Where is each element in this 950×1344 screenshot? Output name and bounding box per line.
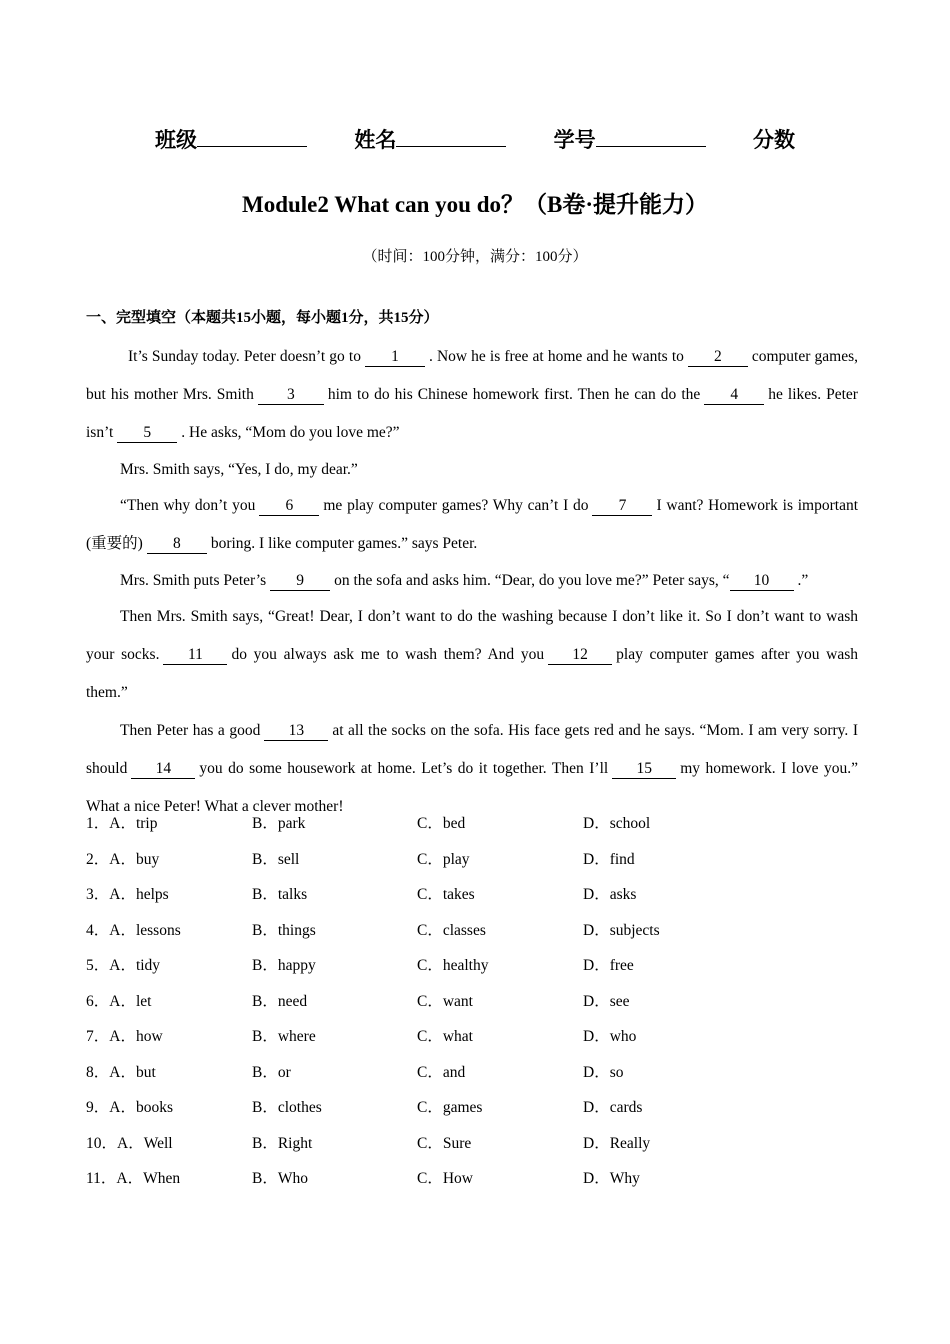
option-d: D．Why (583, 1170, 640, 1187)
passage-text: at all the socks on the sofa. His face gets red and he says. “Mom. I am very sorry. I should (86, 722, 858, 777)
name-blank-line (396, 128, 506, 147)
class-label: 班级 (155, 128, 198, 152)
score-label: 分数 (752, 128, 795, 152)
option-d: D．asks (583, 886, 637, 903)
passage-text: “Then why don’t you (120, 497, 256, 514)
question-row (86, 882, 866, 918)
question-row (86, 811, 866, 847)
blank-11: 11 (163, 646, 227, 665)
passage-paragraph-1 (86, 338, 858, 452)
option-d: D．find (583, 850, 635, 868)
blank-4: 4 (704, 386, 764, 405)
question-row (86, 1131, 866, 1167)
question-row (86, 953, 866, 989)
option-c: C．want (417, 992, 473, 1010)
passage-text: . He asks, “Mom do you love me?” (181, 424, 400, 441)
option-a: 1．A．trip (86, 815, 158, 832)
student-id-label: 学号 (553, 128, 596, 152)
passage-paragraph-2 (86, 452, 858, 487)
section-heading: 一、完型填空（本题共15小题，每小题1分，共15分） (86, 310, 439, 326)
class-field (155, 124, 307, 154)
blank-8: 8 (147, 535, 207, 554)
blank-13: 13 (264, 722, 328, 741)
question-row (86, 989, 866, 1025)
option-b: B．talks (252, 886, 308, 903)
option-c: C．takes (417, 886, 475, 903)
passage-text: It’s Sunday today. Peter doesn’t go to (128, 348, 361, 365)
option-b: B．need (252, 992, 308, 1010)
option-d: D．Really (583, 1134, 651, 1152)
passage-text: .” (797, 572, 809, 589)
option-a: 9．A．books (86, 1099, 173, 1116)
option-a: 3．A．helps (86, 886, 169, 903)
passage-text: Mrs. Smith puts Peter’s (120, 572, 267, 589)
option-b: B．Who (252, 1170, 308, 1187)
option-b: B．happy (252, 957, 316, 974)
passage-paragraph-4 (86, 563, 858, 598)
option-b: B．clothes (252, 1099, 322, 1116)
option-c: C．classes (417, 921, 486, 939)
blank-6: 6 (259, 497, 319, 516)
name-label: 姓名 (354, 128, 397, 152)
passage-paragraph-5 (86, 598, 858, 712)
option-a: 11．A．When (86, 1170, 181, 1187)
option-b: B．things (252, 921, 316, 939)
passage-text: on the sofa and asks him. “Dear, do you love me?” Peter says, “ (334, 572, 730, 589)
passage-text: Then Peter has a good (120, 722, 261, 739)
passage-text: play computer games after you wash them.” (86, 646, 859, 701)
question-row (86, 1166, 866, 1202)
option-c: C．How (417, 1170, 473, 1187)
question-row (86, 1060, 866, 1096)
option-c: C．healthy (417, 957, 489, 974)
option-a: 10．A．Well (86, 1134, 173, 1152)
option-d: D．see (583, 992, 630, 1010)
answer-options-list (86, 811, 866, 1202)
question-row (86, 1024, 866, 1060)
option-b: B．where (252, 1028, 316, 1045)
option-d: D．subjects (583, 921, 660, 939)
blank-14: 14 (131, 760, 195, 779)
option-c: C．Sure (417, 1134, 472, 1152)
name-field (354, 124, 506, 154)
passage-text: boring. I like computer games.” says Peter. (210, 535, 478, 552)
question-row (86, 847, 866, 883)
question-row (86, 1095, 866, 1131)
score-field (753, 124, 795, 154)
option-c: C．and (417, 1063, 466, 1081)
student-id-blank-line (596, 128, 706, 147)
option-d: D．who (583, 1028, 637, 1045)
option-b: B．park (252, 815, 306, 832)
blank-12: 12 (548, 646, 612, 665)
option-a: 6．A．let (86, 992, 152, 1010)
passage-text: you do some housework at home. Let’s do it together. Then I’ll (199, 760, 609, 777)
option-b: B．or (252, 1063, 291, 1081)
option-b: B．sell (252, 850, 300, 868)
passage-text: computer games, but his mother Mrs. Smith (86, 348, 858, 403)
passage-paragraph-6 (86, 712, 858, 826)
passage-text: do you always ask me to wash them? And you (231, 646, 545, 663)
blank-1: 1 (365, 348, 425, 367)
passage-paragraph-3 (86, 487, 858, 563)
passage-text: I want? Homework is important (重要的) (86, 497, 859, 552)
option-a: 5．A．tidy (86, 957, 161, 974)
blank-7: 7 (592, 497, 652, 516)
option-a: 4．A．lessons (86, 921, 181, 939)
option-c: C．games (417, 1099, 483, 1116)
passage-text: me play computer games? Why can’t I do (323, 497, 589, 514)
student-id-field (554, 124, 706, 154)
option-a: 8．A．but (86, 1063, 156, 1081)
option-d: D．free (583, 957, 634, 974)
option-b: B．Right (252, 1134, 313, 1152)
passage-text: my homework. I love you.” What a nice Peter! What a clever mother! (86, 760, 858, 815)
cloze-passage (86, 338, 858, 826)
option-a: 2．A．buy (86, 850, 160, 868)
option-c: C．what (417, 1028, 473, 1045)
blank-3: 3 (258, 386, 324, 405)
option-d: D．so (583, 1063, 624, 1081)
blank-10: 10 (730, 572, 794, 591)
passage-text: . Now he is free at home and he wants to (428, 348, 684, 365)
blank-9: 9 (270, 572, 330, 591)
blank-5: 5 (117, 424, 177, 443)
option-d: D．school (583, 815, 651, 832)
option-c: C．play (417, 850, 470, 868)
exam-time-info: （时间：100分钟，满分：100分） (362, 249, 588, 265)
class-blank-line (197, 128, 307, 147)
option-c: C．bed (417, 815, 466, 832)
question-row (86, 918, 866, 954)
passage-text: Then Mrs. Smith says, “Great! Dear, I don’t want to do the washing because I don’t like it. So I don’t want to wash your socks. (86, 608, 858, 663)
passage-text: he likes. Peter isn’t (86, 386, 858, 441)
option-d: D．cards (583, 1099, 643, 1116)
option-a: 7．A．how (86, 1028, 163, 1045)
blank-2: 2 (688, 348, 748, 367)
passage-text: Mrs. Smith says, “Yes, I do, my dear.” (120, 461, 358, 478)
blank-15: 15 (612, 760, 676, 779)
passage-text: him to do his Chinese homework first. Then he can do the (327, 386, 701, 403)
page-title: Module2 What can you do？（B卷·提升能力） (241, 192, 709, 217)
student-info-header (0, 124, 950, 154)
